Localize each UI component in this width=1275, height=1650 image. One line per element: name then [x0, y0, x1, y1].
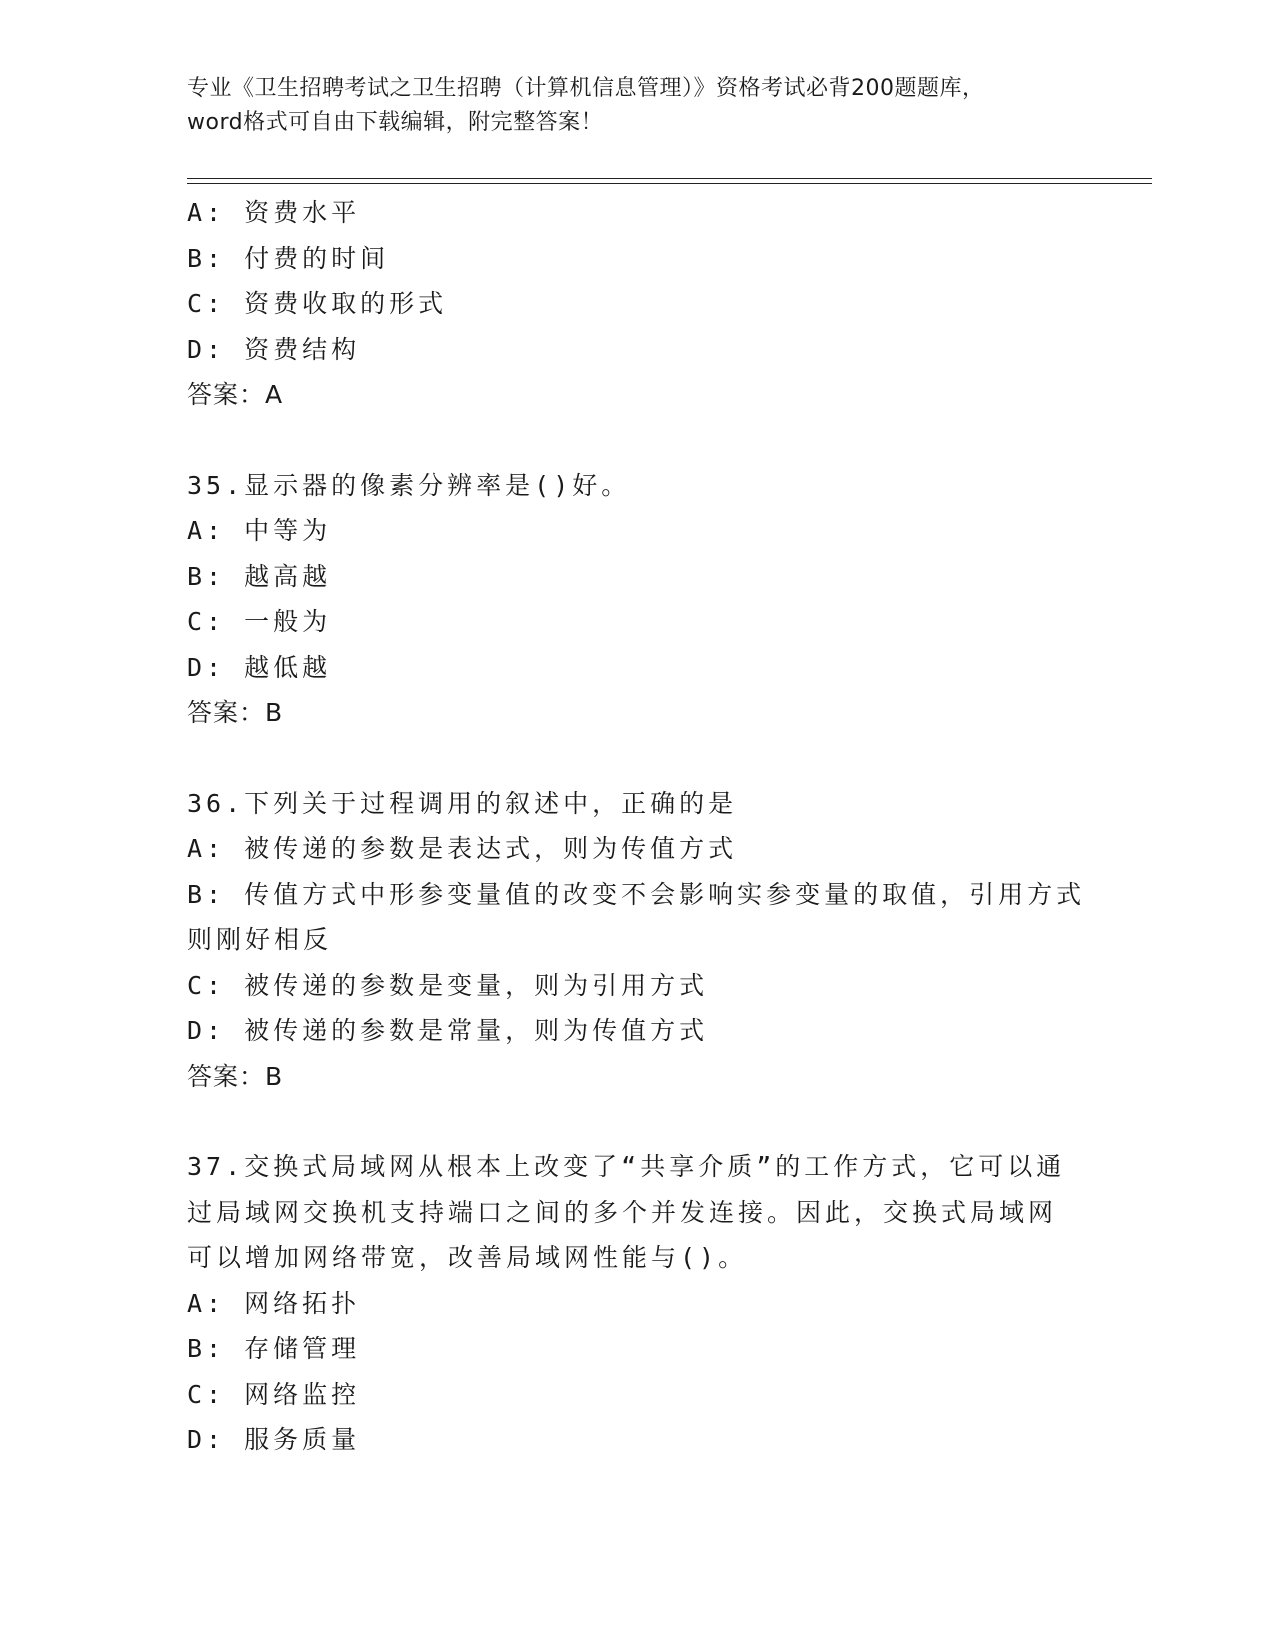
document-header	[187, 72, 1087, 140]
option-b: B: 付费的时间	[187, 243, 390, 273]
spacer	[187, 736, 1087, 781]
option-b-continued: 则刚好相反	[187, 925, 333, 954]
question-34	[187, 190, 1087, 418]
option-d: D: 服务质量	[187, 1425, 361, 1454]
question-text-line-2: 过局域网交换机支持端口之间的多个并发连接。因此，交换式局域网	[187, 1197, 1058, 1227]
option-b: B: 越高越	[187, 561, 332, 591]
question-35	[187, 463, 1087, 736]
answer: 答案：B	[187, 698, 284, 727]
option-b: B: 传值方式中形参变量值的改变不会影响实参变量的取值，引用方式	[187, 879, 1086, 909]
answer: 答案：B	[187, 1061, 284, 1091]
question-text: 36.下列关于过程调用的叙述中，正确的是	[187, 788, 738, 818]
option-d: D: 越低越	[187, 652, 332, 682]
option-a: A: 中等为	[187, 516, 332, 545]
header-line-2: word格式可自由下载编辑，附完整答案！	[187, 110, 604, 135]
header-rule-top	[187, 178, 1152, 179]
question-list	[187, 190, 1087, 1463]
option-a: A: 被传递的参数是表达式，则为传值方式	[187, 834, 738, 863]
question-text-line-3: 可以增加网络带宽，改善局域网性能与()。	[187, 1243, 748, 1272]
spacer	[187, 1099, 1087, 1144]
question-37	[187, 1144, 1087, 1463]
option-c: C: 被传递的参数是变量，则为引用方式	[187, 970, 709, 1000]
option-c: C: 一般为	[187, 607, 332, 636]
answer: 答案：A	[187, 380, 284, 409]
option-b: B: 存储管理	[187, 1334, 361, 1363]
question-36	[187, 781, 1087, 1100]
option-c: C: 网络监控	[187, 1379, 361, 1409]
header-line-1: 专业《卫生招聘考试之卫生招聘（计算机信息管理）》资格考试必背200题题库，	[187, 76, 985, 101]
header-rule-bottom	[187, 183, 1152, 184]
option-d: D: 资费结构	[187, 334, 361, 364]
question-text: 35.显示器的像素分辨率是()好。	[187, 470, 631, 500]
option-d: D: 被传递的参数是常量，则为传值方式	[187, 1016, 709, 1045]
option-a: A: 资费水平	[187, 198, 361, 227]
option-c: C: 资费收取的形式	[187, 289, 448, 318]
spacer	[187, 418, 1087, 463]
option-a: A: 网络拓扑	[187, 1288, 361, 1318]
question-text-line-1: 37.交换式局域网从根本上改变了“共享介质”的工作方式，它可以通	[187, 1152, 1066, 1181]
